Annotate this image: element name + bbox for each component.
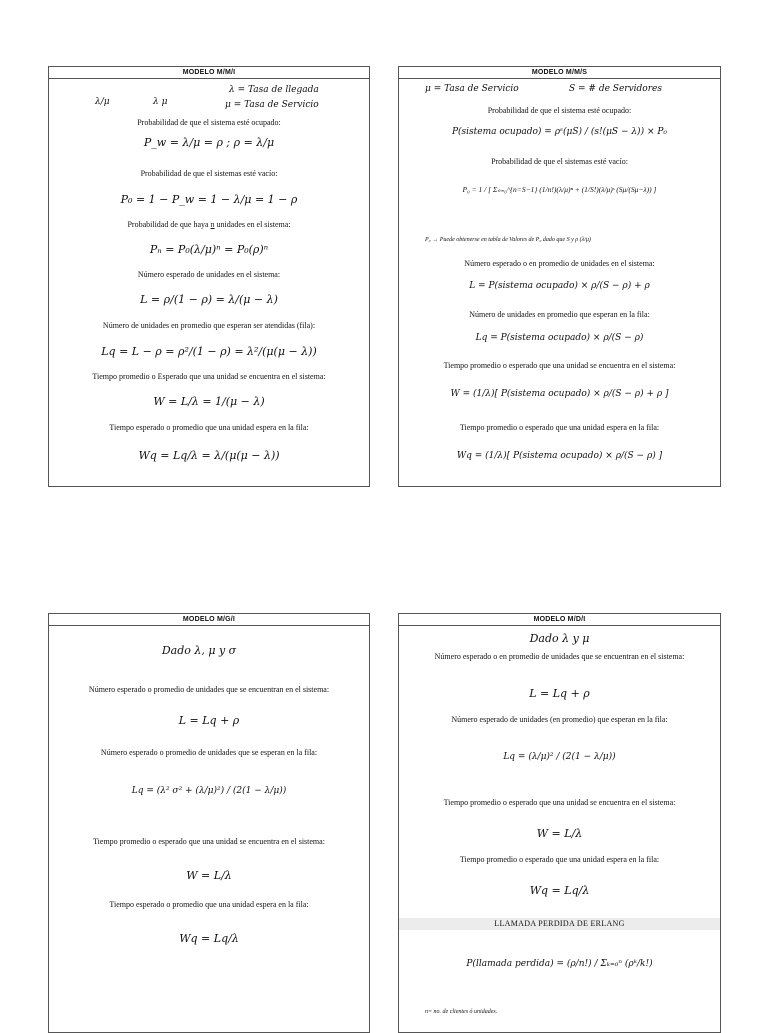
p-empty-label: Probabilidad de que el sistemas esté vacío: xyxy=(491,157,628,166)
card-title: MODELO M/M/I xyxy=(49,67,369,79)
pn-label-a: Probabilidad de que haya xyxy=(127,220,211,229)
p-occupied-formula: P(sistema ocupado) = ρˢ(μS) / (s!(μS − λ)) × P₀ xyxy=(451,127,668,137)
erlang-note: n= no. de clientes ó unidades. xyxy=(425,1009,498,1015)
p-empty-formula: P₀ = 1 − P_w = 1 − λ/μ = 1 − ρ xyxy=(120,193,298,206)
w-formula: W = L/λ = 1/(μ − λ) xyxy=(153,395,265,408)
wq-formula: Wq = Lq/λ = λ/(μ(μ − λ)) xyxy=(138,449,280,462)
wq-formula: Wq = (1/λ)[ P(sistema ocupado) × ρ/(S − ρ) ] xyxy=(456,451,663,461)
lq-formula: Lq = (λ/μ)² / (2(1 − λ/μ)) xyxy=(503,752,616,762)
l-label-text: Número esperado o en promedio de unidades que se encuentran en el sistema: xyxy=(434,652,685,661)
l-label xyxy=(413,652,706,662)
l-label: Número esperado o en promedio de unidades en el sistema: xyxy=(464,259,655,268)
w-formula: W = L/λ xyxy=(186,869,232,882)
w-formula: W = (1/λ)[ P(sistema ocupado) × ρ/(S − ρ) + ρ ] xyxy=(450,389,669,399)
pn-label-b: unidades en el sistema: xyxy=(214,220,291,229)
l-label: Número esperado de unidades en el sistema: xyxy=(137,270,281,279)
ratio-symbol: λ/μ xyxy=(95,97,110,107)
pn-formula: Pₙ = P₀(λ/μ)ⁿ = P₀(ρ)ⁿ xyxy=(149,243,269,256)
servers-definition: S = # de Servidores xyxy=(569,84,662,94)
lq-formula: Lq = L − ρ = ρ²/(1 − ρ) = λ²/(μ(μ − λ)) xyxy=(101,345,317,358)
card-title: MODELO M/D/I xyxy=(399,614,720,626)
mu-definition: μ = Tasa de Servicio xyxy=(425,84,519,94)
lq-label: Número de unidades en promedio que esperan en la fila: xyxy=(469,310,650,319)
erlang-formula: P(llamada perdida) = (ρ/n!) / Σₖ₌₀ⁿ (ρᵏ/k!) xyxy=(466,959,653,969)
lq-label: Número de unidades en promedio que esperan ser atendidas (fila): xyxy=(102,321,316,330)
erlang-title: LLAMADA PERDIDA DE ERLANG xyxy=(494,919,625,928)
pn-label-n: n xyxy=(210,220,215,229)
card-md1 xyxy=(398,613,721,1033)
p0-formula: P₀ = 1 / [ Σₙ₌₀^{n=S−1} (1/n!)(λ/μ)ⁿ + (1/S!)(λ/μ)ˢ (Sμ/(Sμ−λ)) ] xyxy=(462,185,657,194)
mu-definition: μ = Tasa de Servicio xyxy=(225,100,319,110)
l-label: Número esperado o promedio de unidades que se encuentran en el sistema: xyxy=(88,685,330,694)
p0-note: P₀ → Puede obtenerse en tabla de Valores de P₀ dado que S y ρ (λ/μ) xyxy=(425,237,591,243)
wq-label: Tiempo esperado o promedio que una unidad espera en la fila: xyxy=(109,423,309,432)
given-params: Dado λ, μ y σ xyxy=(161,644,237,657)
card-mg1 xyxy=(48,613,370,1033)
p-occupied-label: Probabilidad de que el sistema esté ocupado: xyxy=(487,106,632,115)
l-formula: L = P(sistema ocupado) × ρ/(S − ρ) + ρ xyxy=(469,281,650,291)
card-title: MODELO M/M/S xyxy=(399,67,720,79)
w-label: Tiempo promedio o esperado que una unidad se encuentra en el sistema: xyxy=(443,798,676,807)
wq-formula: Wq = Lq/λ xyxy=(529,884,590,897)
lq-label: Número esperado de unidades (en promedio) que esperan en la fila: xyxy=(451,715,668,724)
wq-formula: Wq = Lq/λ xyxy=(179,932,239,945)
w-label: Tiempo promedio o esperado que una unidad se encuentra en el sistema: xyxy=(93,837,325,846)
lq-formula: Lq = (λ² σ² + (λ/μ)²) / (2(1 − λ/μ)) xyxy=(131,786,287,796)
w-label: Tiempo promedio o Esperado que una unidad se encuentra en el sistema: xyxy=(92,372,326,381)
l-formula: L = Lq + ρ xyxy=(529,687,590,700)
wq-label: Tiempo promedio o esperado que una unidad espera en la fila: xyxy=(459,423,660,432)
lq-formula: Lq = P(sistema ocupado) × ρ/(S − ρ) xyxy=(475,333,644,343)
given-params: Dado λ y μ xyxy=(529,632,590,645)
wq-label: Tiempo esperado o promedio que una unidad espera en la fila: xyxy=(109,900,309,909)
p-empty-label: Probabilidad de que el sistemas esté vacío: xyxy=(140,169,278,178)
w-label: Tiempo promedio o esperado que una unidad se encuentra en el sistema: xyxy=(443,361,676,370)
wq-label: Tiempo promedio o esperado que una unidad espera en la fila: xyxy=(459,855,660,864)
p-occupied-formula: P_w = λ/μ = ρ ; ρ = λ/μ xyxy=(143,136,275,149)
l-formula: L = ρ/(1 − ρ) = λ/(μ − λ) xyxy=(140,293,278,306)
lq-label: Número esperado o promedio de unidades que se esperan en la fila: xyxy=(100,748,318,757)
pn-label xyxy=(49,220,369,229)
card-mms xyxy=(398,66,721,487)
l-formula: L = Lq + ρ xyxy=(178,714,240,727)
lambda-mu-symbols: λ μ xyxy=(153,97,168,107)
card-mm1 xyxy=(48,66,370,487)
w-formula: W = L/λ xyxy=(536,827,583,840)
p-occupied-label: Probabilidad de que el sistema esté ocupado: xyxy=(137,118,281,127)
lambda-definition: λ = Tasa de llegada xyxy=(229,85,319,95)
card-title: MODELO M/G/I xyxy=(49,614,369,626)
